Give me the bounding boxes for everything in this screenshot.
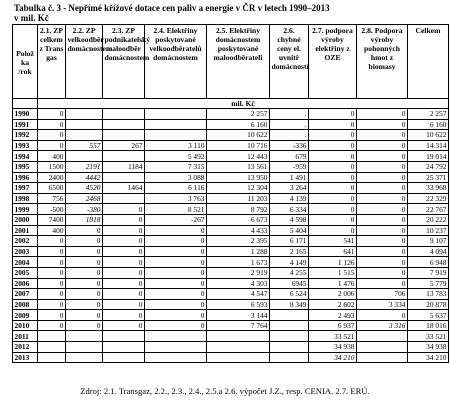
column-header-c0: Polož ka /rok: [13, 25, 38, 99]
value-cell-c5: 2 395: [207, 236, 270, 247]
value-cell-c3: 0: [103, 267, 145, 278]
value-cell-c2: 0: [66, 320, 103, 331]
value-cell-c8: 0: [357, 310, 408, 321]
value-cell-c5: 1 673: [207, 257, 270, 268]
value-cell-c7: 34 938: [309, 342, 357, 353]
year-cell: 2005: [13, 267, 38, 278]
table-row: [13, 119, 449, 130]
value-cell-c5: 13 950: [207, 172, 270, 183]
value-cell-c9: 10 622: [408, 130, 449, 141]
value-cell-c4: 3 088: [145, 172, 207, 183]
value-cell-c1: 0: [38, 278, 66, 289]
value-cell-c5: [207, 342, 270, 353]
value-cell-c3: 0: [103, 236, 145, 247]
value-cell-c8: 0: [357, 246, 408, 257]
table-title: [14, 3, 344, 23]
value-cell-c7: 1 126: [309, 257, 357, 268]
value-cell-c6: .: [270, 119, 309, 130]
value-cell-c6: [270, 342, 309, 353]
value-cell-c1: 0: [38, 267, 66, 278]
value-cell-c2: 0: [66, 299, 103, 310]
value-cell-c7: 33 521: [309, 331, 357, 342]
table-body: [13, 109, 449, 363]
value-cell-c5: 12 443: [207, 151, 270, 162]
value-cell-c8: [357, 352, 408, 363]
value-cell-c1: 2400: [38, 172, 66, 183]
year-cell: 1998: [13, 193, 38, 204]
value-cell-c3: [103, 130, 145, 141]
value-cell-c3: 1184: [103, 161, 145, 172]
year-cell: 2012: [13, 342, 38, 353]
table-row: [13, 236, 449, 247]
table-row: [13, 204, 449, 215]
value-cell-c4: [145, 331, 207, 342]
value-cell-c8: 0: [357, 278, 408, 289]
value-cell-c5: [207, 331, 270, 342]
value-cell-c4: 0: [145, 246, 207, 257]
value-cell-c5: 3 144: [207, 310, 270, 321]
value-cell-c7: 0: [309, 151, 357, 162]
value-cell-c5: 8 792: [207, 204, 270, 215]
value-cell-c1: [38, 342, 66, 353]
value-cell-c4: 7 315: [145, 161, 207, 172]
value-cell-c4: 3 110: [145, 140, 207, 151]
value-cell-c3: 0: [103, 278, 145, 289]
value-cell-c9: 33 968: [408, 183, 449, 194]
value-cell-c3: [103, 331, 145, 342]
value-cell-c7: 0: [309, 193, 357, 204]
unit-row-blank: [13, 99, 38, 109]
value-cell-c8: 3 316: [357, 320, 408, 331]
value-cell-c1: 7400: [38, 214, 66, 225]
value-cell-c3: 267: [103, 140, 145, 151]
year-cell: 1990: [13, 109, 38, 120]
value-cell-c7: 0: [309, 140, 357, 151]
value-cell-c8: 706: [357, 289, 408, 300]
value-cell-c4: 0: [145, 299, 207, 310]
value-cell-c5: 2 257: [207, 109, 270, 120]
value-cell-c6: [270, 310, 309, 321]
value-cell-c6: .: [270, 130, 309, 141]
value-cell-c4: 3 763: [145, 193, 207, 204]
value-cell-c6: [270, 331, 309, 342]
value-cell-c7: 0: [309, 109, 357, 120]
value-cell-c9: 33 521: [408, 331, 449, 342]
value-cell-c8: 0: [357, 204, 408, 215]
value-cell-c9: 5 637: [408, 310, 449, 321]
value-cell-c1: [38, 331, 66, 342]
value-cell-c6: 1 491: [270, 172, 309, 183]
value-cell-c6: 6945: [270, 278, 309, 289]
column-header-c6: 2.6. chybné ceny el. uvnitř domácností: [270, 25, 309, 99]
year-cell: 1994: [13, 151, 38, 162]
value-cell-c9: 6 948: [408, 257, 449, 268]
table-row: [13, 140, 449, 151]
value-cell-c5: 7 764: [207, 320, 270, 331]
value-cell-c6: 6 524: [270, 289, 309, 300]
table-row: [13, 172, 449, 183]
table-row: [13, 267, 449, 278]
value-cell-c5: 11 203: [207, 193, 270, 204]
table-row: [13, 225, 449, 236]
value-cell-c1: 0: [38, 257, 66, 268]
value-cell-c9: 10 237: [408, 225, 449, 236]
value-cell-c8: 0: [357, 172, 408, 183]
value-cell-c2: [66, 130, 103, 141]
value-cell-c5: 4 547: [207, 289, 270, 300]
value-cell-c4: 0: [145, 236, 207, 247]
value-cell-c4: 6 116: [145, 183, 207, 194]
column-header-c8: 2.8. Podpora výroby pohonných hmot z biomasy: [357, 25, 408, 99]
value-cell-c6: 8 349: [270, 299, 309, 310]
table-title-line1: Tabulka č. 3 - Nepřímé křížové dotace cen paliv a energie v ČR v letech 1990–2013: [14, 3, 330, 13]
value-cell-c6: 4 255: [270, 267, 309, 278]
value-cell-c3: [103, 109, 145, 120]
value-cell-c3: 0: [103, 289, 145, 300]
value-cell-c8: 3 334: [357, 299, 408, 310]
value-cell-c7: 541: [309, 236, 357, 247]
value-cell-c5: 4 303: [207, 278, 270, 289]
value-cell-c4: 0: [145, 320, 207, 331]
table-row: [13, 130, 449, 141]
value-cell-c1: 0: [38, 299, 66, 310]
value-cell-c7: 34 210: [309, 352, 357, 363]
value-cell-c3: [103, 172, 145, 183]
value-cell-c5: 6 160: [207, 119, 270, 130]
value-cell-c9: 5 779: [408, 278, 449, 289]
value-cell-c6: 5 404: [270, 225, 309, 236]
value-cell-c4: 0: [145, 310, 207, 321]
value-cell-c3: 0: [103, 310, 145, 321]
value-cell-c7: 641: [309, 246, 357, 257]
value-cell-c6: [270, 352, 309, 363]
year-cell: 1999: [13, 204, 38, 215]
value-cell-c9: 13 783: [408, 289, 449, 300]
value-cell-c1: 0: [38, 130, 66, 141]
year-cell: 1993: [13, 140, 38, 151]
value-cell-c2: [66, 331, 103, 342]
value-cell-c2: -380: [66, 204, 103, 215]
value-cell-c6: -336: [270, 140, 309, 151]
value-cell-c6: 6 171: [270, 236, 309, 247]
value-cell-c8: 0: [357, 236, 408, 247]
value-cell-c4: [145, 342, 207, 353]
value-cell-c8: 0: [357, 225, 408, 236]
value-cell-c6: 4 149: [270, 257, 309, 268]
table-row: [13, 151, 449, 162]
year-cell: 2000: [13, 214, 38, 225]
value-cell-c9: 6 160: [408, 119, 449, 130]
value-cell-c3: [103, 151, 145, 162]
value-cell-c9: 24 792: [408, 161, 449, 172]
value-cell-c5: 4 433: [207, 225, 270, 236]
value-cell-c1: 400: [38, 225, 66, 236]
value-cell-c7: 2 493: [309, 310, 357, 321]
year-cell: 2006: [13, 278, 38, 289]
table-row: [13, 161, 449, 172]
value-cell-c1: 0: [38, 246, 66, 257]
value-cell-c1: 0: [38, 320, 66, 331]
value-cell-c8: 0: [357, 119, 408, 130]
value-cell-c9: 25 371: [408, 172, 449, 183]
table-row: [13, 352, 449, 363]
value-cell-c3: [103, 342, 145, 353]
column-header-c1: 2.1. ZP celkem z Trans gas: [38, 25, 66, 99]
value-cell-c7: 0: [309, 214, 357, 225]
value-cell-c2: 0: [66, 310, 103, 321]
value-cell-c4: 5 492: [145, 151, 207, 162]
value-cell-c2: 0: [66, 225, 103, 236]
table-row: [13, 310, 449, 321]
value-cell-c6: 4 139: [270, 193, 309, 204]
year-cell: 2001: [13, 225, 38, 236]
value-cell-c1: 400: [38, 151, 66, 162]
value-cell-c8: 0: [357, 151, 408, 162]
value-cell-c9: 20 222: [408, 214, 449, 225]
value-cell-c2: 0: [66, 236, 103, 247]
value-cell-c2: 0: [66, 289, 103, 300]
value-cell-c5: 10 622: [207, 130, 270, 141]
value-cell-c7: 2 006: [309, 289, 357, 300]
table-row: [13, 246, 449, 257]
value-cell-c2: 0: [66, 278, 103, 289]
value-cell-c8: 0: [357, 257, 408, 268]
table-row: [13, 320, 449, 331]
value-cell-c4: [145, 119, 207, 130]
value-cell-c9: 19 014: [408, 151, 449, 162]
value-cell-c3: 0: [103, 204, 145, 215]
table-row: [13, 331, 449, 342]
value-cell-c6: .: [270, 109, 309, 120]
table-row: [13, 278, 449, 289]
value-cell-c9: 22 767: [408, 204, 449, 215]
year-cell: 1997: [13, 183, 38, 194]
value-cell-c4: [145, 130, 207, 141]
value-cell-c5: 6 593: [207, 299, 270, 310]
value-cell-c1: -500: [38, 204, 66, 215]
value-cell-c3: 1464: [103, 183, 145, 194]
value-cell-c5: [207, 352, 270, 363]
value-cell-c7: 2 602: [309, 299, 357, 310]
value-cell-c1: 0: [38, 109, 66, 120]
value-cell-c3: 0: [103, 257, 145, 268]
value-cell-c1: [38, 352, 66, 363]
value-cell-c9: 7 919: [408, 267, 449, 278]
value-cell-c7: 1 515: [309, 267, 357, 278]
year-cell: 1992: [13, 130, 38, 141]
value-cell-c7: 0: [309, 130, 357, 141]
value-cell-c1: 6500: [38, 183, 66, 194]
value-cell-c4: [145, 109, 207, 120]
table-title-unit: v mil. Kč: [14, 13, 49, 23]
value-cell-c4: -267: [145, 214, 207, 225]
table-row: [13, 109, 449, 120]
column-header-c9: Celkem: [408, 25, 449, 99]
year-cell: 1996: [13, 172, 38, 183]
value-cell-c1: 0: [38, 236, 66, 247]
year-cell: 2004: [13, 257, 38, 268]
column-header-c2: 2.2. ZP velkoodběr domácnostem: [66, 25, 103, 99]
year-cell: 2009: [13, 310, 38, 321]
value-cell-c9: 9 107: [408, 236, 449, 247]
value-cell-c8: [357, 331, 408, 342]
value-cell-c1: 1500: [38, 161, 66, 172]
table-row: [13, 299, 449, 310]
value-cell-c4: 0: [145, 225, 207, 236]
year-cell: 2002: [13, 236, 38, 247]
value-cell-c4: 0: [145, 289, 207, 300]
value-cell-c5: 1 288: [207, 246, 270, 257]
value-cell-c5: 2 919: [207, 267, 270, 278]
value-cell-c7: 0: [309, 183, 357, 194]
value-cell-c1: 0: [38, 140, 66, 151]
year-cell: 2010: [13, 320, 38, 331]
value-cell-c5: 12 304: [207, 183, 270, 194]
value-cell-c1: 0: [38, 289, 66, 300]
value-cell-c9: 34 210: [408, 352, 449, 363]
value-cell-c3: [103, 119, 145, 130]
value-cell-c5: 6 673: [207, 214, 270, 225]
value-cell-c3: [103, 352, 145, 363]
value-cell-c8: 0: [357, 130, 408, 141]
source-note: Zdroj: 2.1. Transgaz, 2.2., 2.3., 2.4., 2.5.a 2.6. výpočet J.Z., resp. CENIA. 2.7. ERÚ.: [80, 386, 370, 396]
table-row: [13, 183, 449, 194]
value-cell-c2: 2468: [66, 193, 103, 204]
value-cell-c7: 0: [309, 119, 357, 130]
value-cell-c6: -959: [270, 161, 309, 172]
value-cell-c9: 34 938: [408, 342, 449, 353]
subsidies-table: [12, 24, 449, 363]
year-cell: 2008: [13, 299, 38, 310]
value-cell-c8: 0: [357, 183, 408, 194]
year-cell: 2007: [13, 289, 38, 300]
value-cell-c8: 0: [357, 109, 408, 120]
value-cell-c7: 0: [309, 225, 357, 236]
value-cell-c8: 0: [357, 214, 408, 225]
value-cell-c9: 4 094: [408, 246, 449, 257]
column-header-c4: 2.4. Elektřiny poskytované velkoodběratelů domácnostem: [145, 25, 207, 99]
value-cell-c4: [145, 352, 207, 363]
unit-label: mil. Kč: [38, 99, 449, 109]
value-cell-c1: 756: [38, 193, 66, 204]
value-cell-c6: 679: [270, 151, 309, 162]
value-cell-c8: 0: [357, 140, 408, 151]
column-header-c3: 2.3. ZP podnikatelský maloodběr domácnostem: [103, 25, 145, 99]
table-row: [13, 214, 449, 225]
value-cell-c3: 0: [103, 320, 145, 331]
value-cell-c3: 0: [103, 214, 145, 225]
value-cell-c6: 3 264: [270, 183, 309, 194]
value-cell-c9: 20 878: [408, 299, 449, 310]
value-cell-c3: 0: [103, 225, 145, 236]
value-cell-c4: 0: [145, 278, 207, 289]
value-cell-c2: 2191: [66, 161, 103, 172]
value-cell-c7: 6 937: [309, 320, 357, 331]
column-header-c7: 2.7. podpora výroby elektřiny z OZE: [309, 25, 357, 99]
value-cell-c8: 0: [357, 267, 408, 278]
value-cell-c5: 10 716: [207, 140, 270, 151]
column-header-c5: 2.5. Elektřiny domácnostem poskytované maloodběrateli: [207, 25, 270, 99]
value-cell-c8: [357, 342, 408, 353]
value-cell-c2: [66, 109, 103, 120]
table-row: [13, 257, 449, 268]
value-cell-c1: 0: [38, 310, 66, 321]
year-cell: 2013: [13, 352, 38, 363]
value-cell-c6: 2 165: [270, 246, 309, 257]
value-cell-c6: 4 598: [270, 214, 309, 225]
value-cell-c4: 0: [145, 257, 207, 268]
value-cell-c9: 18 016: [408, 320, 449, 331]
value-cell-c2: [66, 119, 103, 130]
value-cell-c2: [66, 151, 103, 162]
value-cell-c7: 1 476: [309, 278, 357, 289]
value-cell-c9: 22 329: [408, 193, 449, 204]
value-cell-c3: 0: [103, 246, 145, 257]
value-cell-c2: 0: [66, 267, 103, 278]
value-cell-c7: 0: [309, 204, 357, 215]
table-row: [13, 193, 449, 204]
value-cell-c2: [66, 352, 103, 363]
value-cell-c5: 13 561: [207, 161, 270, 172]
value-cell-c2: 1818: [66, 214, 103, 225]
table-row: [13, 289, 449, 300]
value-cell-c4: 0: [145, 267, 207, 278]
table-header-row: [13, 25, 449, 99]
table-row: [13, 342, 449, 353]
year-cell: 2003: [13, 246, 38, 257]
year-cell: 1991: [13, 119, 38, 130]
value-cell-c4: 8 521: [145, 204, 207, 215]
value-cell-c6: 6 334: [270, 204, 309, 215]
value-cell-c7: 0: [309, 161, 357, 172]
value-cell-c9: 14 314: [408, 140, 449, 151]
value-cell-c3: [103, 193, 145, 204]
value-cell-c7: 0: [309, 172, 357, 183]
value-cell-c8: 0: [357, 161, 408, 172]
year-cell: 2011: [13, 331, 38, 342]
value-cell-c9: 2 257: [408, 109, 449, 120]
value-cell-c1: 0: [38, 119, 66, 130]
value-cell-c2: [66, 342, 103, 353]
value-cell-c2: 557: [66, 140, 103, 151]
value-cell-c2: 4442: [66, 172, 103, 183]
value-cell-c8: 0: [357, 193, 408, 204]
value-cell-c6: [270, 320, 309, 331]
value-cell-c3: 0: [103, 299, 145, 310]
value-cell-c2: 0: [66, 257, 103, 268]
unit-row: [13, 99, 449, 109]
value-cell-c2: 0: [66, 246, 103, 257]
year-cell: 1995: [13, 161, 38, 172]
value-cell-c2: 4520: [66, 183, 103, 194]
